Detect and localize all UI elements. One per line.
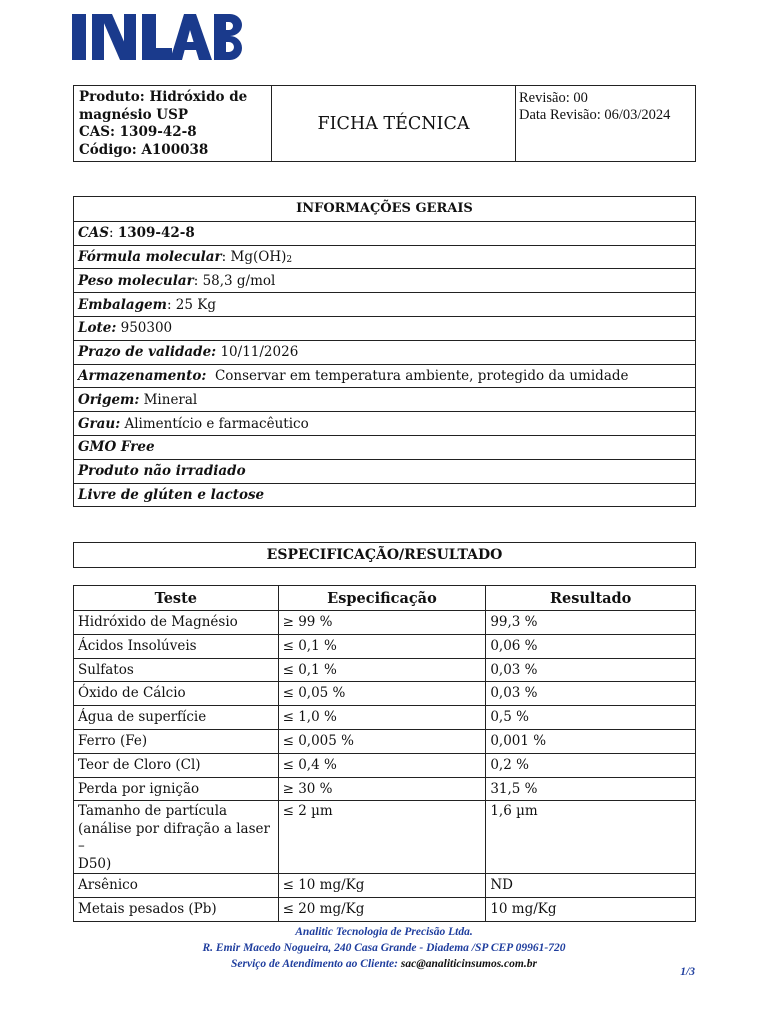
- spec-cell: ≤ 2 µm: [278, 801, 486, 874]
- test-cell: Óxido de Cálcio: [74, 682, 279, 706]
- formula-value: Mg(OH): [230, 248, 287, 265]
- test-cell: Teor de Cloro (Cl): [74, 753, 279, 777]
- gmo-text: GMO Free: [78, 439, 155, 456]
- test-cell: Ferro (Fe): [74, 729, 279, 753]
- spec-header-row: [74, 586, 696, 611]
- formula-label: Fórmula molecular: [78, 248, 222, 265]
- info-row-irradiated: [74, 459, 695, 483]
- result-cell: 0,06 %: [486, 634, 696, 658]
- spec-cell: ≤ 1,0 %: [278, 706, 486, 730]
- result-cell: 1,6 µm: [486, 801, 696, 874]
- particle-line: Tamanho de partícula: [78, 803, 228, 820]
- info-row-origin: [74, 387, 695, 411]
- result-cell: 31,5 %: [486, 777, 696, 801]
- info-row-cas: CAS : 1309-42-8: [74, 221, 695, 245]
- result-cell: 0,001 %: [486, 729, 696, 753]
- spec-cell: ≤ 10 mg/Kg: [278, 874, 486, 898]
- spec-cell: ≤ 0,05 %: [278, 682, 486, 706]
- spec-cell: ≤ 0,4 %: [278, 753, 486, 777]
- gluten-text: Livre de glúten e lactose: [78, 486, 265, 503]
- table-row: [74, 777, 696, 801]
- spec-title: ESPECIFICAÇÃO/RESULTADO: [73, 542, 696, 568]
- column-header: Teste: [74, 586, 279, 611]
- footer: [0, 924, 768, 972]
- info-row-lot: [74, 316, 695, 340]
- service-label: Serviço de Atendimento ao Cliente:: [231, 958, 398, 970]
- result-cell: 0,03 %: [486, 682, 696, 706]
- lot-label: Lote:: [78, 320, 117, 337]
- test-cell: Arsênico: [74, 874, 279, 898]
- spec-cell: ≤ 0,1 %: [278, 658, 486, 682]
- validity-label: Prazo de validade:: [78, 344, 217, 361]
- table-row: [74, 634, 696, 658]
- document-title: FICHA TÉCNICA: [272, 86, 516, 161]
- revision-info: [516, 86, 695, 161]
- package-value: 25 Kg: [175, 296, 216, 313]
- info-row-validity: [74, 340, 695, 364]
- origin-value: Mineral: [143, 391, 198, 408]
- revision-number: Revisão: 00: [519, 90, 588, 106]
- table-row: [74, 682, 696, 706]
- test-cell: Metais pesados (Pb): [74, 898, 279, 922]
- origin-label: Origem:: [78, 391, 140, 408]
- result-cell: 99,3 %: [486, 611, 696, 635]
- info-row-storage: [74, 364, 695, 388]
- product-line: Produto: Hidróxido de: [79, 89, 248, 105]
- product-line: Código: A100038: [79, 141, 209, 158]
- result-cell: ND: [486, 874, 696, 898]
- spec-cell: ≤ 20 mg/Kg: [278, 898, 486, 922]
- table-row: [74, 898, 696, 922]
- storage-label: Armazenamento:: [78, 367, 207, 384]
- result-cell: 0,03 %: [486, 658, 696, 682]
- header-table: [73, 85, 696, 162]
- company-address: R. Emir Macedo Nogueira, 240 Casa Grande - Diadema /SP CEP 09961-720: [202, 942, 566, 954]
- revision-date: Data Revisão: 06/03/2024: [519, 107, 671, 123]
- table-row: [74, 753, 696, 777]
- test-cell: [74, 801, 279, 874]
- page-number: 1/3: [680, 966, 695, 978]
- formula-subscript: 2: [286, 254, 293, 265]
- service-email[interactable]: sac@analiticinsumos.com.br: [400, 958, 537, 970]
- info-row-formula: Fórmula molecular : Mg(OH) 2: [74, 245, 695, 269]
- test-cell: Hidróxido de Magnésio: [74, 611, 279, 635]
- table-row: [74, 801, 696, 874]
- test-cell: Ácidos Insolúveis: [74, 634, 279, 658]
- info-row-gmo: [74, 435, 695, 459]
- result-cell: 10 mg/Kg: [486, 898, 696, 922]
- table-row: [74, 729, 696, 753]
- validity-value: 10/11/2026: [220, 344, 299, 361]
- irradiated-text: Produto não irradiado: [78, 463, 246, 480]
- weight-label: Peso molecular: [78, 272, 194, 289]
- cas-label: CAS: [78, 225, 109, 242]
- info-row-weight: Peso molecular : 58,3 g/mol: [74, 268, 695, 292]
- grade-value: Alimentício e farmacêutico: [124, 415, 309, 432]
- product-info: [74, 86, 272, 161]
- weight-value: 58,3 g/mol: [202, 272, 276, 289]
- test-cell: Perda por ignição: [74, 777, 279, 801]
- spec-cell: ≤ 0,1 %: [278, 634, 486, 658]
- info-row-gluten: [74, 483, 695, 507]
- general-info-table: [73, 196, 696, 507]
- column-header: Resultado: [486, 586, 696, 611]
- table-row: [74, 874, 696, 898]
- spec-cell: ≤ 0,005 %: [278, 729, 486, 753]
- company-name: Analitic Tecnologia de Precisão Ltda.: [295, 926, 473, 938]
- inlab-logo: [72, 14, 242, 60]
- product-line: magnésio USP: [79, 106, 188, 123]
- result-cell: 0,2 %: [486, 753, 696, 777]
- column-header: Especificação: [278, 586, 486, 611]
- cas-value: 1309-42-8: [117, 225, 195, 242]
- table-row: [74, 706, 696, 730]
- particle-line: D50): [78, 855, 112, 872]
- storage-value: Conservar em temperatura ambiente, protegido da umidade: [214, 367, 629, 384]
- info-row-package: Embalagem : 25 Kg: [74, 292, 695, 316]
- spec-cell: ≥ 30 %: [278, 777, 486, 801]
- lot-value: 950300: [120, 320, 173, 337]
- spec-table: [73, 585, 696, 922]
- customer-service: [0, 956, 768, 972]
- table-row: [74, 611, 696, 635]
- product-line: CAS: 1309-42-8: [79, 124, 197, 140]
- grade-label: Grau:: [78, 415, 121, 432]
- particle-line: (análise por difração a laser –: [78, 820, 270, 855]
- package-label: Embalagem: [78, 296, 167, 313]
- general-info-title: INFORMAÇÕES GERAIS: [296, 201, 473, 217]
- table-row: [74, 658, 696, 682]
- spec-cell: ≥ 99 %: [278, 611, 486, 635]
- test-cell: Água de superfície: [74, 706, 279, 730]
- result-cell: 0,5 %: [486, 706, 696, 730]
- info-row-grade: [74, 411, 695, 435]
- test-cell: Sulfatos: [74, 658, 279, 682]
